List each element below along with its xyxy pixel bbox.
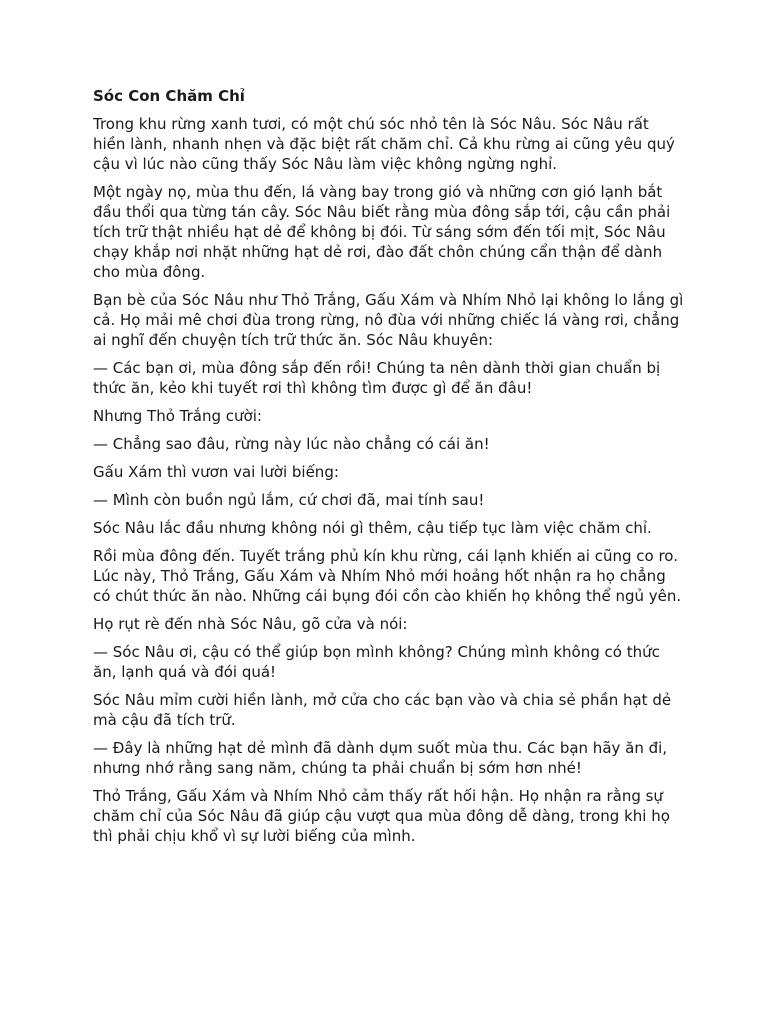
paragraph: Họ rụt rè đến nhà Sóc Nâu, gõ cửa và nói: bbox=[93, 615, 408, 633]
dialogue-line: — Các bạn ơi, mùa đông sắp đến rồi! Chúng ta nên dành thời gian chuẩn bị thức ăn, kẻo khi tuyết rơi thì không tìm được gì để ăn đâu! bbox=[93, 359, 661, 397]
paragraph: Gấu Xám thì vươn vai lười biếng: bbox=[93, 463, 339, 481]
paragraph: Bạn bè của Sóc Nâu như Thỏ Trắng, Gấu Xám và Nhím Nhỏ lại không lo lắng gì cả. Họ mải mê chơi đùa trong rừng, nô đùa với những chiếc lá vàng rơi, chẳng ai nghĩ đến chuyện tích trữ thức ăn. Sóc Nâu khuyên: bbox=[93, 291, 684, 349]
paragraph: Nhưng Thỏ Trắng cười: bbox=[93, 407, 262, 425]
dialogue-line: — Chẳng sao đâu, rừng này lúc nào chẳng có cái ăn! bbox=[93, 435, 490, 453]
paragraph: Sóc Nâu mỉm cười hiền lành, mở cửa cho các bạn vào và chia sẻ phần hạt dẻ mà cậu đã tích trữ. bbox=[93, 691, 672, 729]
paragraph: Sóc Nâu lắc đầu nhưng không nói gì thêm, cậu tiếp tục làm việc chăm chỉ. bbox=[93, 519, 652, 537]
document-page bbox=[93, 86, 685, 854]
paragraph: Thỏ Trắng, Gấu Xám và Nhím Nhỏ cảm thấy rất hối hận. Họ nhận ra rằng sự chăm chỉ của Sóc Nâu đã giúp cậu vượt qua mùa đông dễ dàng, trong khi họ thì phải chịu khổ vì sự lười biếng của mình. bbox=[93, 787, 670, 845]
paragraph: Trong khu rừng xanh tươi, có một chú sóc nhỏ tên là Sóc Nâu. Sóc Nâu rất hiền lành, nhanh nhẹn và đặc biệt rất chăm chỉ. Cả khu rừng ai cũng yêu quý cậu vì lúc nào cũng thấy Sóc Nâu làm việc không ngừng nghỉ. bbox=[93, 115, 675, 173]
dialogue-line: — Đây là những hạt dẻ mình đã dành dụm suốt mùa thu. Các bạn hãy ăn đi, nhưng nhớ rằng sang năm, chúng ta phải chuẩn bị sớm hơn nhé! bbox=[93, 739, 668, 777]
dialogue-line: — Sóc Nâu ơi, cậu có thể giúp bọn mình không? Chúng mình không có thức ăn, lạnh quá và đói quá! bbox=[93, 643, 660, 681]
document-title: Sóc Con Chăm Chỉ bbox=[93, 87, 245, 105]
paragraph: Rồi mùa đông đến. Tuyết trắng phủ kín khu rừng, cái lạnh khiến ai cũng co ro. Lúc này, Thỏ Trắng, Gấu Xám và Nhím Nhỏ mới hoảng hốt nhận ra họ chẳng có chút thức ăn nào. Những cái bụng đói cồn cào khiến họ không thể ngủ yên. bbox=[93, 547, 682, 605]
dialogue-line: — Mình còn buồn ngủ lắm, cứ chơi đã, mai tính sau! bbox=[93, 491, 485, 509]
paragraph: Một ngày nọ, mùa thu đến, lá vàng bay trong gió và những cơn gió lạnh bắt đầu thổi qua từng tán cây. Sóc Nâu biết rằng mùa đông sắp tới, cậu cần phải tích trữ thật nhiều hạt dẻ để không bị đói. Từ sáng sớm đến tối mịt, Sóc Nâu chạy khắp nơi nhặt những hạt dẻ rơi, đào đất chôn chúng cẩn thận để dành cho mùa đông. bbox=[93, 183, 671, 281]
